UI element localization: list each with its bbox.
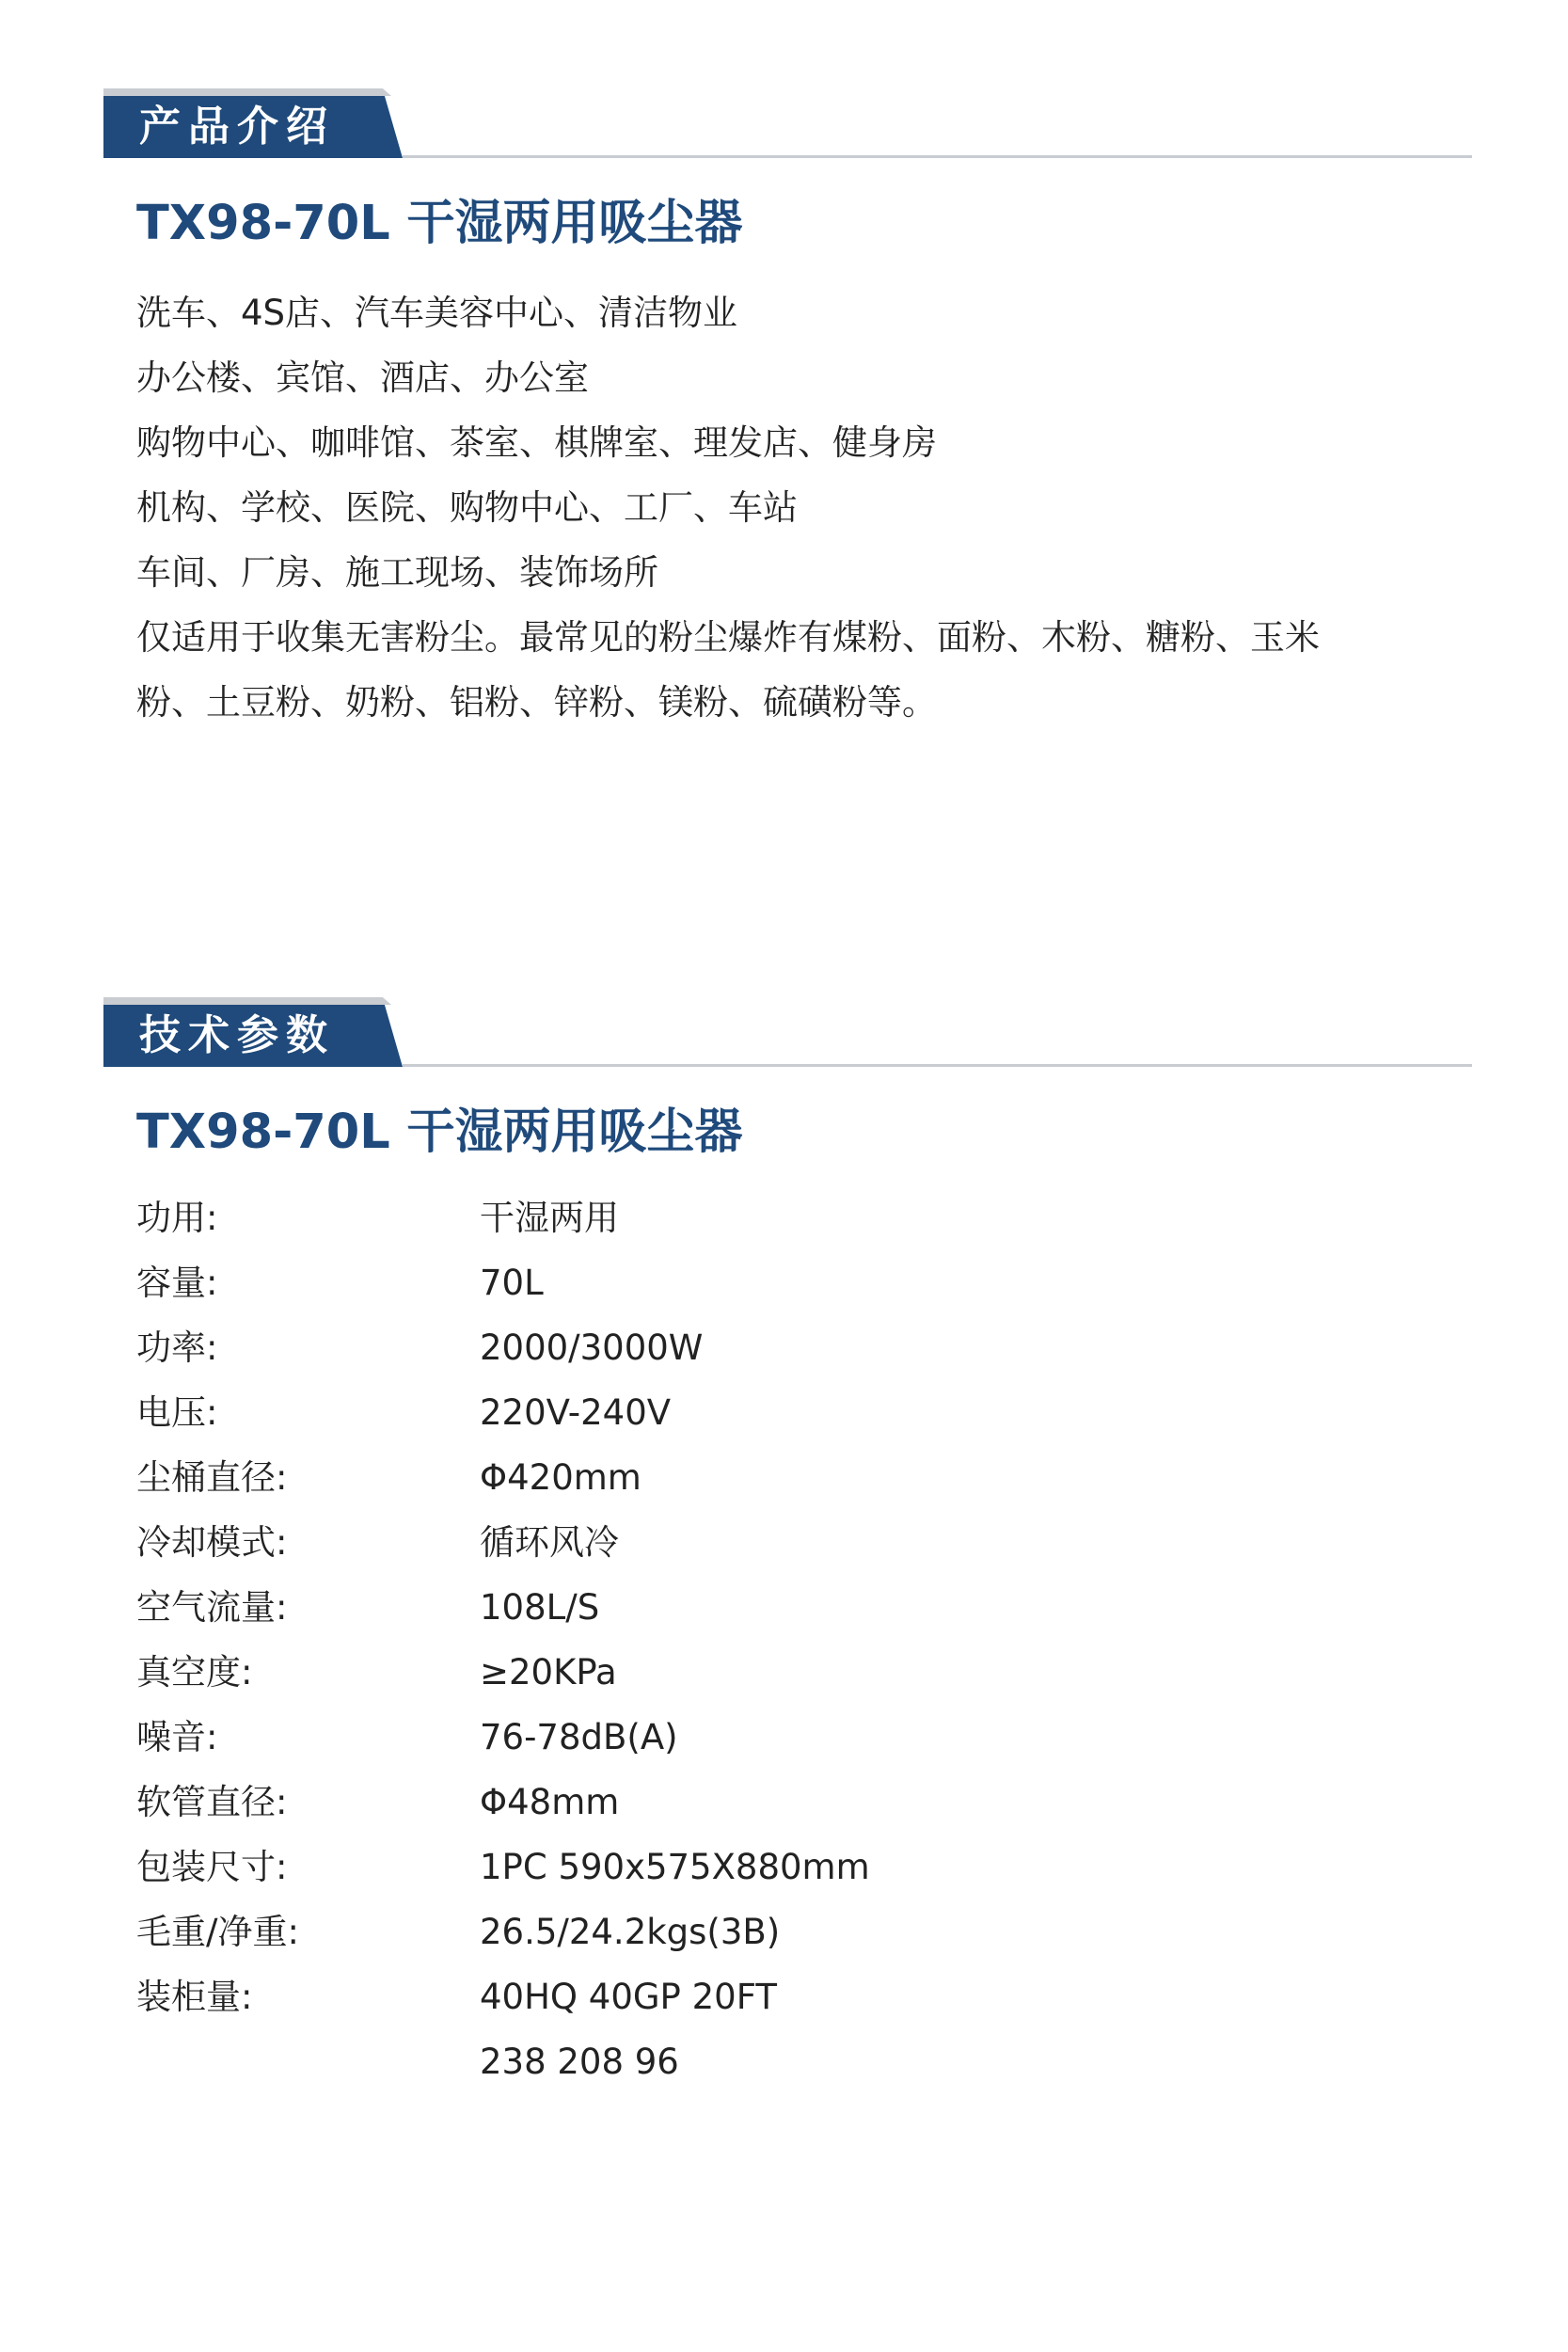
spec-value: 26.5/24.2kgs(3B) [480, 1912, 781, 1952]
spec-label: 容量: [136, 1263, 218, 1303]
spec-label: 毛重/净重: [136, 1912, 299, 1952]
spec-label: 冷却模式: [136, 1522, 288, 1563]
spec-value: ≥20KPa [480, 1652, 617, 1692]
spec-row-vacuum [136, 1640, 1171, 1705]
header-tab-shadow [103, 88, 391, 96]
spec-row-cooling-mode [136, 1510, 1171, 1575]
spec-label: 功用: [136, 1198, 218, 1238]
spec-label: 空气流量: [136, 1587, 288, 1628]
header-divider [403, 1064, 1472, 1067]
spec-row-package-size [136, 1835, 1171, 1899]
header-divider [403, 155, 1472, 158]
spec-value: 40HQ 40GP 20FT [480, 1977, 777, 2017]
spec-row-function [136, 1185, 1171, 1250]
spec-label: 包装尺寸: [136, 1847, 288, 1887]
intro-line: 仅适用于收集无害粉尘。最常见的粉尘爆炸有煤粉、面粉、木粉、糖粉、玉米 [136, 617, 1320, 658]
spec-label: 噪音: [136, 1717, 218, 1757]
spec-row-container-load [136, 1964, 1171, 2029]
spec-row-voltage [136, 1380, 1171, 1445]
intro-application-list [136, 280, 1463, 735]
specs-section-header [103, 1005, 1472, 1067]
specs-header-label: 技术参数 [139, 1011, 335, 1059]
spec-value: 108L/S [480, 1587, 600, 1628]
intro-line: 洗车、4S店、汽车美容中心、清洁物业 [136, 293, 738, 333]
spec-label: 功率: [136, 1327, 218, 1368]
intro-line: 办公楼、宾馆、酒店、办公室 [136, 358, 589, 398]
spec-row-air-flow [136, 1575, 1171, 1640]
spec-label: 电压: [136, 1392, 218, 1433]
spec-row-tank-diameter [136, 1445, 1171, 1510]
spec-table [136, 1185, 1171, 2094]
intro-line: 购物中心、咖啡馆、茶室、棋牌室、理发店、健身房 [136, 422, 937, 463]
spec-label [136, 2029, 480, 2094]
intro-line: 机构、学校、医院、购物中心、工厂、车站 [136, 487, 798, 528]
spec-row-container-quantities [136, 2029, 1171, 2094]
spec-label: 真空度: [136, 1652, 253, 1692]
spec-label: 尘桶直径: [136, 1457, 288, 1498]
spec-value: 238 208 96 [480, 2042, 679, 2082]
header-tab-shadow [103, 997, 391, 1005]
intro-line: 粉、土豆粉、奶粉、铝粉、锌粉、镁粉、硫磺粉等。 [136, 682, 937, 723]
spec-row-power [136, 1315, 1171, 1380]
spec-row-hose-diameter [136, 1770, 1171, 1835]
spec-row-weight [136, 1899, 1171, 1964]
spec-value: 220V-240V [480, 1392, 672, 1433]
spec-row-capacity [136, 1250, 1171, 1315]
intro-header-label: 产品介绍 [139, 103, 335, 151]
spec-value: 干湿两用 [480, 1198, 619, 1238]
spec-value: 70L [480, 1263, 544, 1303]
spec-label: 软管直径: [136, 1782, 288, 1822]
spec-value: Φ420mm [480, 1457, 641, 1498]
spec-value: Φ48mm [480, 1782, 620, 1822]
intro-product-title: TX98-70L 干湿两用吸尘器 [136, 196, 743, 251]
spec-value: 76-78dB(A) [480, 1717, 678, 1757]
spec-value: 循环风冷 [480, 1522, 619, 1563]
specs-product-title: TX98-70L 干湿两用吸尘器 [136, 1104, 743, 1160]
spec-value: 1PC 590x575X880mm [480, 1847, 870, 1887]
spec-value: 2000/3000W [480, 1327, 704, 1368]
intro-line: 车间、厂房、施工现场、装饰场所 [136, 552, 658, 593]
spec-row-noise [136, 1705, 1171, 1770]
spec-label: 装柜量: [136, 1977, 253, 2017]
intro-section-header [103, 96, 1472, 158]
